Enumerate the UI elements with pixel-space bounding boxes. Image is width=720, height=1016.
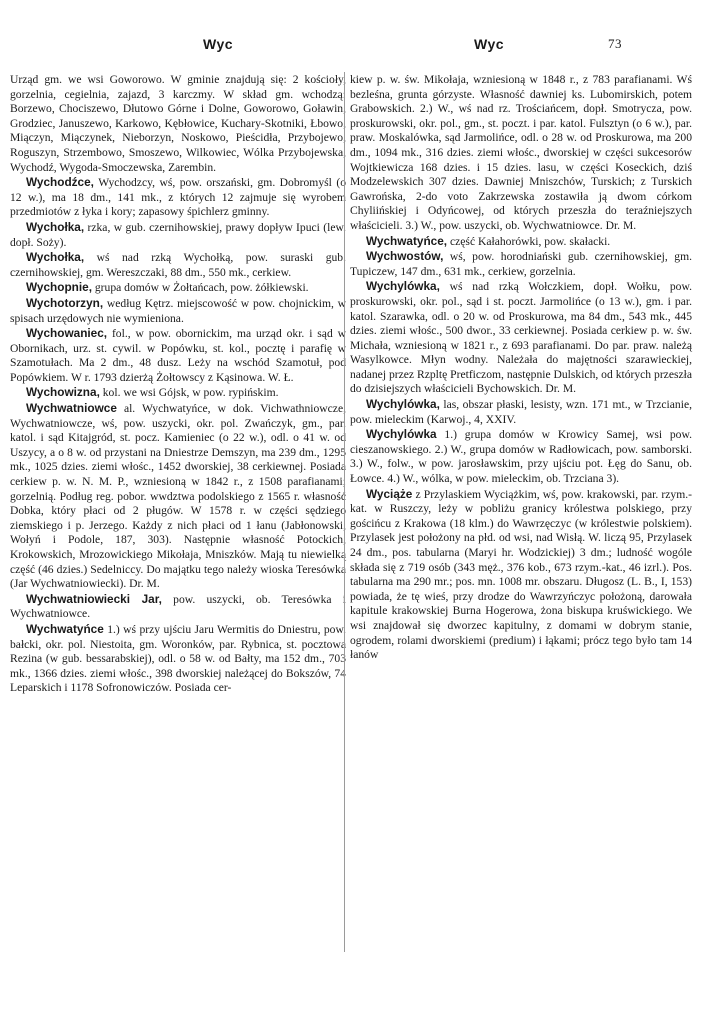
entry-headword: Wychołka, xyxy=(26,219,85,234)
entry-paragraph xyxy=(350,397,692,427)
entry-paragraph xyxy=(10,592,346,622)
page-number: 73 xyxy=(608,36,622,51)
entry-headword: Wychwatyńce, xyxy=(366,233,448,248)
entry-headword: Wychwatniowce xyxy=(26,401,117,416)
entry-headword: Wychwatyńce xyxy=(26,621,104,636)
entry-paragraph xyxy=(10,72,346,175)
entry-headword: Wychylówka, xyxy=(366,397,440,412)
entry-paragraph xyxy=(350,487,692,663)
entry-text: las, obszar płaski, lesisty, wzn. 171 mt., w Trzcianie, pow. mieleckim (Karwoj., 4, XXIV. xyxy=(350,398,692,426)
entry-headword: Wychwatniowiecki Jar, xyxy=(26,591,162,606)
entry-paragraph xyxy=(10,296,346,326)
entry-headword: Wychwostów, xyxy=(366,249,444,264)
entry-paragraph xyxy=(350,279,692,397)
entry-text: 1.) wś przy ujściu Jaru Wermitis do Dniestru, pow. bałcki, okr. pol. Niestoita, gm. Woronków, par. Rybnica, st. pocztowa Rezina (w gub. bessarabskiej), odl. o 58 w. od Bałty, ma 152 dm., 703 mk., 1366 dzies. ziemi włośc., 398 dworskiej należącej do Bokszów, 74 Leparskich i 1178 Sofronowiczów. Posiada cer- xyxy=(10,622,346,695)
entry-paragraph xyxy=(10,326,346,385)
entry-paragraph xyxy=(10,622,346,696)
entry-text: kiew p. w. św. Mikołaja, wzniesioną w 1848 r., z 783 parafianami. Wś bezleśna, grunta górzyste. Własność dawniej ks. Lubomirskich, potem Grabowskich. 2.) W., wś nad rz. Trościańcem, dopł. Smotrycza, pow. proskurowski, okr. pol., gm., st. poczt. i par. katol. Fulsztyn (o 6 w.), par. praw. Moskalówka, sąd Jarmolińce, odl. o 28 w. od Proskurowa, ma 200 dm., 1094 mk., 316 dzies. ziemi włośc., dworskiej w części sukcesorów Wojtkiewicza 168 dzies. i 15 dzies. lasu, w części Koseckich, dziś Modzelewskich 307 dzies. Dawniej Mniszchów, Turskich; z Turskich Gawrońska, 2-do voto Zakrzewska zostawiła ją dwom córkom Chyliińskiej i Odyńcowej, od których przeszła do teraźniejszych właścicieli. 3.) W., pow. uszycki, ob. Wychwatniowce. Dr. M. xyxy=(350,73,692,232)
header-right-word: Wyc xyxy=(474,36,505,52)
entry-headword: Wychołka, xyxy=(26,250,85,265)
entry-headword: Wychylówka, xyxy=(366,279,440,294)
entry-headword: Wychopnie, xyxy=(26,280,92,295)
entry-paragraph xyxy=(10,401,346,592)
running-header xyxy=(0,36,720,58)
right-column xyxy=(350,72,692,663)
entry-text: wś, pow. horodniański gub. czernihowskiej, gm. Tupiczew, 147 dm., 631 mk., cerkiew, gorzelnia. xyxy=(350,250,692,278)
entry-paragraph xyxy=(10,280,346,296)
entry-paragraph xyxy=(10,220,346,250)
entry-paragraph xyxy=(10,250,346,280)
entry-paragraph xyxy=(10,175,346,220)
entry-headword: Wychylówka xyxy=(366,427,437,442)
entry-text: wś nad rzką Wołczkiem, dopł. Wołku, pow. proskurowski, okr. pol., sąd i st. poczt. Jarmolińce (o 13 w.), gm. i par. katol. Szarawka, odl. o 20 w. od Proskurowa, ma 84 dm., 543 mk., 445 dzies. ziemi włośc., 500 dwor., 33 cerkiewnej. Posiada cerkiew p. w. św. Michała, wzniesioną w 1821 r., z 693 parafianami. Do par. praw. należą Wasylkowce. Młyn wodny. Należała do majętności szarawieckiej, nadanej przez Rzpltę Pretficzom, następnie Dulskich, od których przeszła do dzisiejszych właścicieli Bychowskich. Dr. M. xyxy=(350,280,692,396)
entry-paragraph xyxy=(350,234,692,250)
entry-text: kol. we wsi Gójsk, w pow. rypińskim. xyxy=(99,386,279,400)
entry-paragraph xyxy=(10,385,346,401)
entry-paragraph xyxy=(350,427,692,486)
entry-headword: Wyciąże xyxy=(366,486,413,501)
entry-text: Wychodzcy, wś, pow. orszański, gm. Dobromyśl (o 12 w.), ma 18 dm., 141 mk., z których 12 zajmuje się wyrobem przedmiotów z łyka i kory; zapasowy śpichlerz gminny. xyxy=(10,176,346,219)
entry-text: Urząd gm. we wsi Goworowo. W gminie znajdują się: 2 kościoły, gorzelnia, cegielnia, zajazd, 3 karczmy. W skład gm. wchodzą: Borzewo, Chociszewo, Dłutowo Górne i Dolne, Goworowo, Goławin, Grodziec, Januszewo, Karkowo, Kębłowice, Kuchary-Skotniki, Łbowo, Miączyn, Miączynek, Nieborzyn, Noskowo, Pieścidła, Przybojewo, Roguszyn, Strzembowo, Smoszewo, Wilkowiec, Wólka Przybojewska, Wychodź, Wygoda-Smoczewska, Zarembin. xyxy=(10,73,346,174)
entry-text: rzka, w gub. czernihowskiej, prawy dopływ Ipuci (lew. dopł. Soży). xyxy=(10,220,346,249)
entry-text: według Kętrz. miejscowość w pow. chojnickim, w spisach urzędowych nie wymieniona. xyxy=(10,296,346,325)
entry-paragraph xyxy=(350,249,692,279)
left-column xyxy=(10,72,346,696)
header-left-word: Wyc xyxy=(203,36,234,52)
column-divider xyxy=(344,72,345,952)
entry-text: wś nad rzką Wychołką, pow. suraski gub. czernihowskiej, gm. Wereszczaki, 88 dm., 550 mk., cerkiew. xyxy=(10,251,346,279)
entry-headword: Wychodźce, xyxy=(26,175,94,190)
entry-text: część Kałahorówki, pow. skałacki. xyxy=(447,234,611,248)
entry-headword: Wychotorzyn, xyxy=(26,295,104,310)
entry-text: fol., w pow. obornickim, ma urząd okr. i sąd w Obornikach, urz. st. cywil. w Popówku, st. kol., pocztę i parafię w Szamotułach. Ma 2 dm., 48 dusz. Leży na wschód Szamotuł, pod Popówkiem. W r. 1793 dzierżą Żołtowscy z Kąsinowa. W. Ł. xyxy=(10,327,346,384)
entry-text: al. Wychwatyńce, w dok. Vichwathniowcze, Wychwatniowcze, wś, pow. uszycki, okr. pol. Zwańczyk, gm., par. katol. i sąd Kitajgród, st. pocz. Kamieniec (o 22 w.), odl. o 41 w. od Uszycy, a o 8 w. od przystani na Dniestrze Demszyn, ma 239 dm., 1295 mk., 1025 dzies. ziemi włośc., 1452 dworskiej, 38 cerkiewnej. Posiada cerkiew p. w. N. M. P., wzniesioną w 1842 r., z 1508 parafianami; gorzelnią. Podług reg. pobor. wwdztwa podolskiego z 1565 r. własność Dobka, który płaci od 2 pługów. W 1578 r. w części sędziego ziemskiego i p. Jerzego. Każdy z nich płaci od 1 łanu (Jabłonowski, Wołyń i Podole, 187, 303). Następnie własność Potockich, Krokowskich, Mrozowickiego Mikołaja, Mniszków. Mają tu niewielką część (46 dzies.) Sedelniccy. Do majątku tego należy wioska Teresówka (Jar Wychwatniowiecki). Dr. M. xyxy=(10,402,346,591)
entry-text: 1.) grupa domów w Krowicy Samej, wsi pow. cieszanowskiego. 2.) W., grupa domów w Radłowicach, pow. samborski. 3.) W., folw., w pow. jarosławskim, przy ujściu pot. Łęg do Sanu, ob. Łowce. 4.) W., wólka, w pow. mieleckim, ob. Trzciana 3). xyxy=(350,428,692,486)
entry-paragraph xyxy=(350,72,692,234)
entry-headword: Wychowaniec, xyxy=(26,326,108,341)
entry-text: z Przylaskiem Wyciążkim, wś, pow. krakowski, par. rzym.-kat. w Ruszczy, leży w pobliżu granicy królestwa polskiego, przy gościńcu z Krakowa (18 klm.) do Wawrzęczyc (w królestwie polskiem). Przylasek jest położony na płd. od wsi, nad Wisłą. W. liczą 95, Przylasek 24 dm., pos. tabularna (Maryi hr. Wodzickiej) 3 dm.; ludność wogóle składa się z 719 osób (343 męż., 376 kob., 673 rzym.-kat., 46 izrl.). Pos. tabularna ma 290 mr.; pos. mn. 1008 mr. obszaru. Długosz (L. B., I, 153) powiada, że tę wieś, przy drodze do Wawrzyńczyc położoną, darowała kapitule krakowskiej Burna Hogerowa, żona biskupa kruświckiego. We wsi znajdował się dworzec kapitulny, z domami w dobrym stanie, ogrodem, rolami dworskiemi (predium) i łąkami; prócz tego było tam 14 łanów xyxy=(350,487,692,662)
entry-headword: Wychowizna, xyxy=(26,385,100,400)
entry-text: pow. uszycki, ob. Teresówka i Wychwatniowce. xyxy=(10,592,346,621)
entry-text: grupa domów w Żołtańcach, pow. żółkiewski. xyxy=(91,281,309,295)
